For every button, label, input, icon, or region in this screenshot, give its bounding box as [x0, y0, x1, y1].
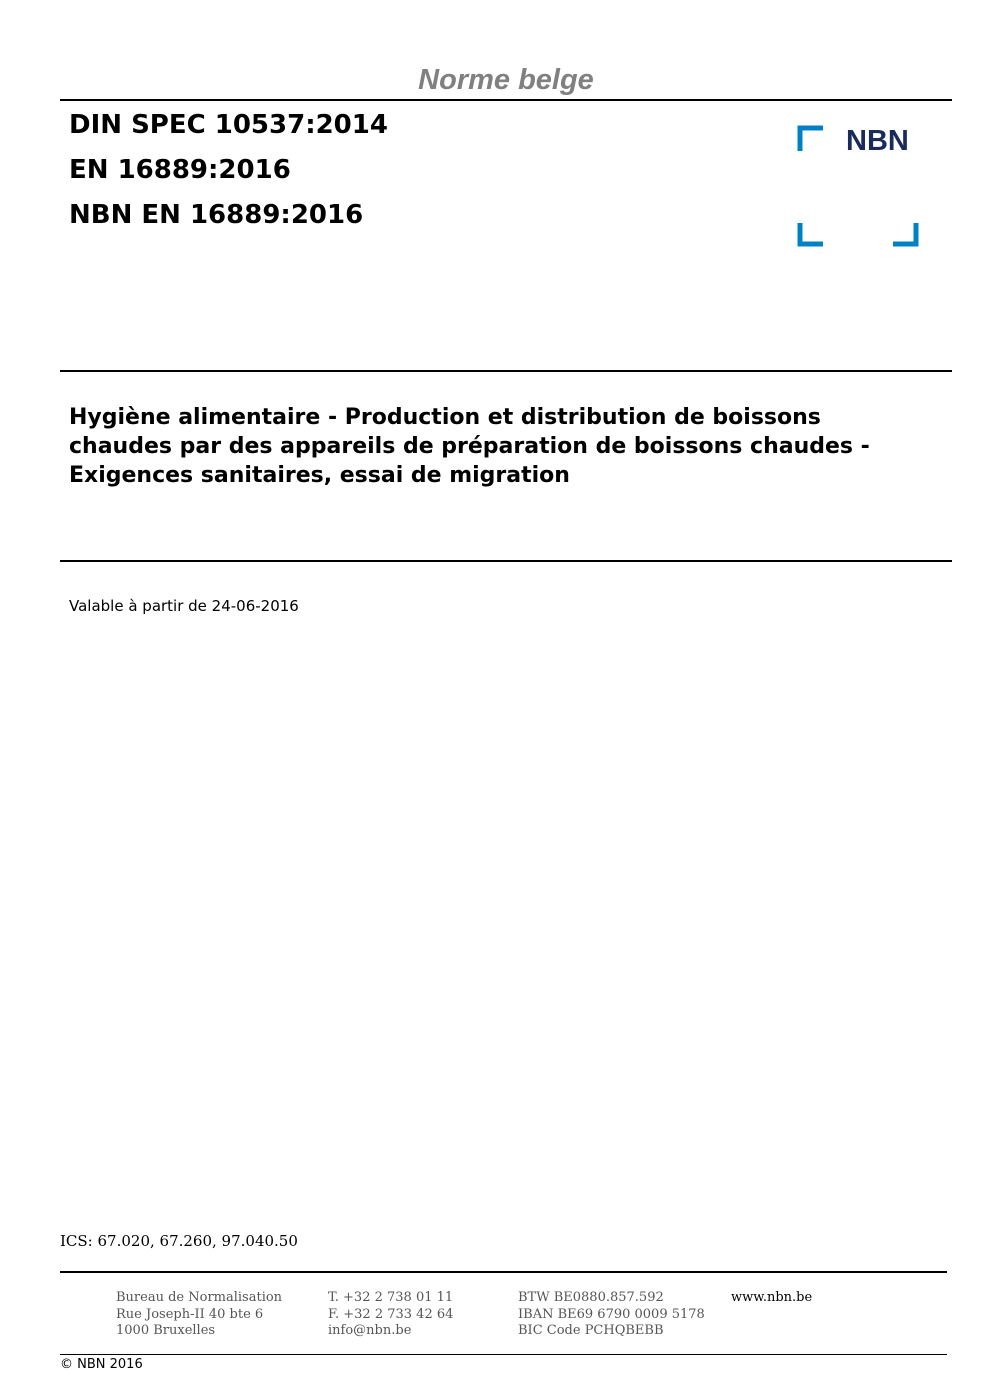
footer-bank — [518, 1290, 705, 1340]
footer-contact — [328, 1290, 453, 1340]
title-line: Exigences sanitaires, essai de migration — [69, 463, 570, 488]
copyright-notice: © NBN 2016 — [60, 1357, 143, 1372]
footer-fax: F. +32 2 733 42 64 — [328, 1306, 454, 1322]
title-bottom-divider — [60, 560, 952, 562]
document-title — [69, 403, 939, 490]
title-line: Hygiène alimentaire - Production et distribution de boissons — [69, 405, 821, 430]
standard-number-din: DIN SPEC 10537:2014 — [69, 110, 388, 140]
footer-address-line: Rue Joseph-II 40 bte 6 — [116, 1306, 264, 1322]
footer-iban: IBAN BE69 6790 0009 5178 — [518, 1306, 705, 1322]
standard-number-nbn: NBN EN 16889:2016 — [69, 200, 364, 230]
validity-date: Valable à partir de 24-06-2016 — [69, 597, 299, 615]
footer-phone: T. +32 2 738 01 11 — [328, 1290, 454, 1305]
footer-address-line: Bureau de Normalisation — [116, 1290, 283, 1305]
footer-bottom-divider — [60, 1354, 947, 1355]
nbn-logo-mark — [797, 125, 921, 249]
footer-website-link[interactable]: www.nbn.be — [731, 1290, 813, 1305]
footer-top-divider — [60, 1271, 947, 1273]
document-type-label: Norme belge — [418, 64, 594, 96]
footer-address — [116, 1290, 282, 1340]
nbn-logo — [797, 125, 921, 249]
header-divider — [60, 99, 952, 101]
standard-number-en: EN 16889:2016 — [69, 155, 291, 185]
footer-address-line: 1000 Bruxelles — [116, 1323, 216, 1338]
ics-codes: ICS: 67.020, 67.260, 97.040.50 — [60, 1232, 298, 1250]
title-top-divider — [60, 370, 952, 372]
footer-bic: BIC Code PCHQBEBB — [518, 1323, 664, 1338]
footer-website-col — [731, 1290, 812, 1307]
footer-email[interactable]: info@nbn.be — [328, 1323, 412, 1338]
logo-text: NBN — [846, 125, 909, 157]
title-line: chaudes par des appareils de préparation de boissons chaudes - — [69, 434, 870, 459]
footer-vat: BTW BE0880.857.592 — [518, 1290, 664, 1305]
